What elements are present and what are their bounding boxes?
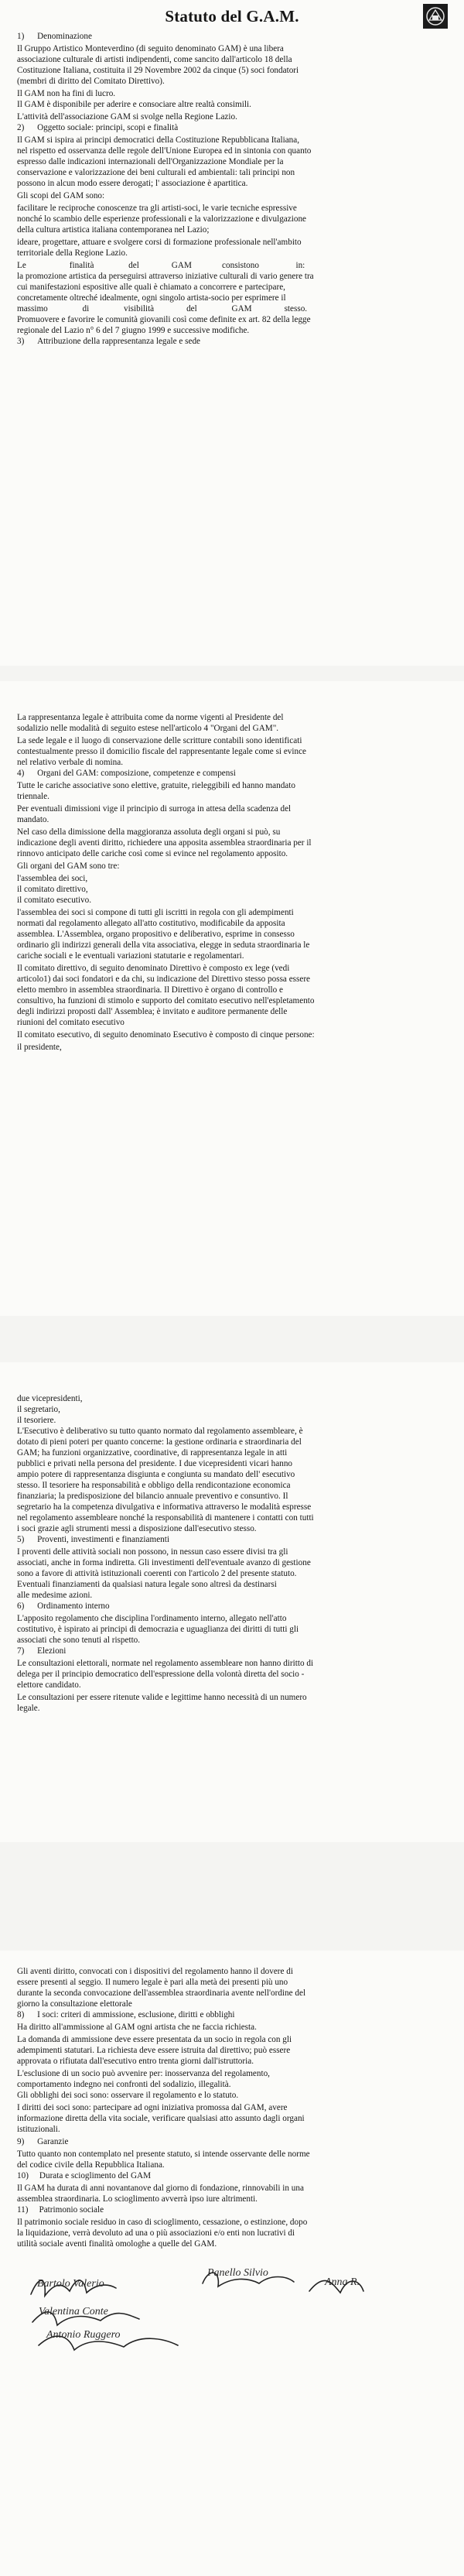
text-line: essere presenti al seggio. Il numero legale è pari alla metà dei presenti più uno	[17, 1978, 288, 1987]
signature-name-2: Panello Silvio	[207, 2267, 268, 2279]
text-line: possono in alcun modo essere derogati; l' associazione è apartitica.	[17, 179, 248, 188]
text-line: due vicepresidenti,	[17, 1394, 83, 1403]
text-line: assemblea. L'Assemblea, organo propositivo e deliberativo, esprime in consesso	[17, 930, 295, 939]
text-line: Il GAM è disponibile per aderire e consociare altre realtà consimili.	[17, 100, 251, 109]
text-line: adempimenti statutari. La richiesta deve essere istruita dal direttivo; può essere	[17, 2046, 291, 2055]
text-line: Tutte le cariche associative sono elettive, gratuite, rieleggibili ed hanno mandato	[17, 781, 295, 790]
text-line: cariche sociali e le eventuali variazioni statutarie e regolamentari.	[17, 951, 244, 961]
signature-name-4: Antonio Ruggero	[46, 2329, 121, 2341]
text-line: dotato di pieni poteri per quanto concerne: la gestione ordinaria e straordinaria del	[17, 1437, 302, 1447]
text-line: Nel caso della dimissione della maggioranza assoluta degli organi si può, su	[17, 827, 281, 837]
text-line: legale.	[17, 1704, 40, 1713]
text-line: Le consultazioni per essere ritenute valide e legittime hanno necessità di un numero	[17, 1693, 307, 1702]
text-line: associati, anche in forma indiretta. Gli investimenti dell'eventuale avanzo di gestione	[17, 1558, 311, 1567]
text-line: 3) Attribuzione della rappresentanza legale e sede	[17, 337, 201, 346]
text-line: ampio potere di rappresentanza disgiunta e congiunta su mandato dell' esecutivo	[17, 1470, 295, 1479]
text-line: Ha diritto all'ammissione al GAM ogni artista che ne faccia richiesta.	[17, 2023, 257, 2032]
text-line: associati che sono tenuti al rispetto.	[17, 1636, 141, 1645]
text-line: 7) Elezioni	[17, 1646, 67, 1656]
text-line: L'esclusione di un socio può avvenire per: inosservanza del regolamento,	[17, 2069, 270, 2078]
text-line: Il comitato direttivo, di seguito denominato Direttivo è composto ex lege (vedi	[17, 964, 290, 973]
text-line: regionale del Lazio n° 6 del 7 giugno 1999 e successive modifiche.	[17, 326, 250, 335]
document-page-2	[0, 681, 464, 1316]
text-line: eletto membro in assemblea straordinaria. Il Direttivo è organo di controllo e	[17, 985, 284, 995]
text-line: Le finalità del GAM consistono in:	[17, 261, 305, 270]
signature-name-3: Valentina Conte	[39, 2306, 108, 2317]
text-line: ideare, progettare, attuare e svolgere corsi di formazione professionale nell'ambito	[17, 238, 302, 247]
text-line: stesso. Il tesoriere ha responsabilità e obbligo della rendicontazione economica	[17, 1481, 291, 1490]
text-line: 5) Proventi, investimenti e finanziamenti	[17, 1535, 169, 1544]
text-line: degli indirizzi proposti dall' Assemblea; è invitato e auditore permanente delle	[17, 1007, 288, 1016]
text-line: 6) Ordinamento interno	[17, 1601, 110, 1611]
text-line: assemblea straordinaria. Lo scioglimento avverrà ipso iure altrimenti.	[17, 2194, 258, 2204]
text-line: alle medesime azioni.	[17, 1591, 93, 1600]
text-line: Il patrimonio sociale residuo in caso di scioglimento, cessazione, o estinzione, dopo	[17, 2218, 308, 2227]
gam-logo-icon	[422, 3, 449, 29]
text-line: i soci grazie agli strumenti messi a disposizione dall'esecutivo stesso.	[17, 1524, 257, 1533]
text-line: Eventuali finanziamenti da qualsiasi natura legale sono altresì da destinarsi	[17, 1580, 277, 1589]
text-line: Le consultazioni elettorali, normate nel regolamento assembleare non hanno diritto di	[17, 1659, 314, 1668]
text-line: ordinario gli indirizzi generali della vita associativa, elegge in seduta straordinaria le	[17, 940, 310, 950]
text-line: consultivo, ha funzioni di stimolo e supporto del comitato esecutivo nell'espletamento	[17, 996, 315, 1005]
text-line: facilitare le reciproche conoscenze tra gli artisti-soci, le varie tecniche espressive	[17, 204, 297, 213]
text-line: segretario ha la competenza divulgativa e informativa attraverso le modalità espresse	[17, 1502, 312, 1512]
signature-name-1: Bartolo Valerio	[37, 2278, 104, 2290]
text-line: 11) Patrimonio sociale	[17, 2205, 104, 2215]
text-line: La rappresentanza legale è attribuita come da norme vigenti al Presidente del	[17, 713, 284, 722]
text-line: La domanda di ammissione deve essere presentata da un socio in regola con gli	[17, 2035, 292, 2044]
text-line: Tutto quanto non contemplato nel presente statuto, si intende osservante delle norme	[17, 2150, 310, 2159]
signatures-block	[0, 2260, 464, 2570]
text-line: approvata o rifiutata dall'esecutivo entro trenta giorni dall'istruttoria.	[17, 2057, 254, 2066]
text-line: comportamento indegno nei confronti del sodalizio, illegalità.	[17, 2080, 231, 2089]
text-line: Gli aventi diritto, convocati con i dispositivi del regolamento hanno il dovere di	[17, 1967, 293, 1976]
document-page-1	[0, 0, 464, 666]
text-line: 9) Garanzie	[17, 2137, 69, 2146]
signature-name-5: Anna R.	[325, 2276, 360, 2288]
text-line: la promozione artistica da perseguirsi attraverso iniziative culturali di vario genere tra	[17, 272, 314, 281]
text-line: L'apposito regolamento che disciplina l'ordinamento interno, allegato nell'atto	[17, 1614, 287, 1623]
text-line: pubblici e privati nella persona del presidente. I due vicepresidenti vicari hanno	[17, 1459, 293, 1468]
text-line: il presidente,	[17, 1043, 62, 1052]
text-line: utilità sociale aventi finalità omologhe a quelle del GAM.	[17, 2239, 217, 2249]
text-line: 1) Denominazione	[17, 32, 92, 41]
text-line: informazione diretta della vita sociale, verificare qualsiasi atto assunto dagli organi	[17, 2114, 305, 2123]
text-line: articolo1) dai soci fondatori e da chi, su indicazione del Direttivo stesso possa essere	[17, 975, 311, 984]
text-line: finanziaria; la predisposizione del bilancio annuale preventivo e consuntivo. Il	[17, 1492, 288, 1501]
text-line: Il Gruppo Artistico Monteverdino (di seguito denominato GAM) è una libera	[17, 44, 284, 53]
text-line: espresso dalle indicazioni internazionali dell'Organizzazione Mondiale per la	[17, 157, 284, 166]
text-line: Gli organi del GAM sono tre:	[17, 862, 120, 871]
text-line: indicazione degli aventi diritto, richiedere una apposita assemblea straordinaria per il	[17, 838, 312, 848]
text-line: nel rispetto ed osservanza delle regole dell'Unione Europea ed in sintonia con quanto	[17, 146, 312, 156]
text-line: il comitato direttivo,	[17, 885, 88, 894]
text-line: del codice civile della Repubblica Italiana.	[17, 2160, 165, 2170]
text-line: rinnovo anticipato delle cariche così come si evince nel regolamento apposito.	[17, 849, 288, 858]
text-line: La sede legale e il luogo di conservazione delle scritture contabili sono identificati	[17, 736, 302, 745]
text-line: L'attività dell'associazione GAM si svolge nella Regione Lazio.	[17, 112, 237, 122]
text-line: elettore candidato.	[17, 1680, 81, 1690]
text-line: Costituzione Italiana, costituita il 29 Novembre 2002 da cinque (5) soci fondatori	[17, 66, 299, 75]
text-line: (membri di diritto del Comitato Direttivo).	[17, 77, 165, 86]
document-page-3	[0, 1362, 464, 1842]
text-line: Per eventuali dimissioni vige il principio di surroga in attesa della scadenza del	[17, 804, 292, 814]
text-line: giorno la consultazione elettorale	[17, 1999, 132, 2009]
text-line: concretamente oltreché idealmente, ogni singolo artista-socio per esprimere il	[17, 293, 286, 303]
text-line: Gli scopi del GAM sono:	[17, 191, 105, 200]
text-line: il segretario,	[17, 1405, 60, 1414]
text-line: triennale.	[17, 792, 49, 801]
document-title: Statuto del G.A.M.	[165, 7, 299, 26]
text-line: territoriale della Regione Lazio.	[17, 248, 128, 258]
text-line: contestualmente presso il domicilio fiscale del rappresentante legale come si evince	[17, 747, 307, 756]
text-line: 8) I soci: criteri di ammissione, esclusione, diritti e obblighi	[17, 2010, 235, 2019]
text-line: l'assemblea dei soci,	[17, 874, 88, 883]
text-line: l'assemblea dei soci si compone di tutti gli iscritti in regola con gli adempimenti	[17, 908, 294, 917]
text-line: sodalizio nelle modalità di seguito estese nell'articolo 4 "Organi del GAM".	[17, 724, 279, 733]
text-line: della cultura artistica italiana contemporanea nel Lazio;	[17, 225, 210, 235]
text-line: il tesoriere.	[17, 1416, 56, 1425]
text-line: associazione culturale di artisti indipendenti, come sancito dall'articolo 18 della	[17, 55, 292, 64]
text-line: massimo di visibilità del GAM stesso.	[17, 304, 308, 313]
text-line: I diritti dei soci sono: partecipare ad ogni iniziativa promossa dal GAM, avere	[17, 2103, 288, 2112]
text-line: riunioni del comitato esecutivo	[17, 1018, 125, 1027]
text-line: nel relativo verbale di nomina.	[17, 758, 123, 767]
text-line: Il GAM non ha fini di lucro.	[17, 89, 116, 98]
text-line: I proventi delle attività sociali non possono, in nessun caso essere divisi tra gli	[17, 1547, 288, 1557]
text-line: Il comitato esecutivo, di seguito denominato Esecutivo è composto di cinque persone:	[17, 1030, 315, 1040]
text-line: la liquidazione, verrà devoluto ad una o più associazioni e/o enti non lucrativi di	[17, 2228, 295, 2238]
text-line: cui manifestazioni espositive alle quali è chiamato a concorrere e partecipare,	[17, 283, 285, 292]
text-line: mandato.	[17, 815, 49, 824]
text-line: costitutivo, è ispirato ai principi di democrazia e uguaglianza dei diritti di tutti gli	[17, 1625, 299, 1634]
document-page-4	[0, 1951, 464, 2576]
text-line: GAM; ha funzioni organizzative, coordinative, di rappresentanza legale in atti	[17, 1448, 288, 1458]
text-line: Gli obblighi dei soci sono: osservare il regolamento e lo statuto.	[17, 2091, 239, 2100]
text-line: normati dal regolamento allegato all'atto costitutivo, modificabile da apposita	[17, 919, 285, 928]
text-line: Il GAM ha durata di anni novantanove dal giorno di fondazione, rinnovabili in una	[17, 2184, 304, 2193]
text-line: Il GAM si ispira ai principi democratici della Costituzione Repubblicana Italiana,	[17, 135, 300, 145]
text-line: nel regolamento assembleare nonché la responsabilità di mantenere i contatti con tutti	[17, 1513, 314, 1523]
text-line: conservazione e valorizzazione dei beni culturali ed ambientali: tali principi non	[17, 168, 295, 177]
text-line: Promuovere e favorire le comunità giovanili così come definite ex art. 82 della legge	[17, 315, 311, 324]
text-line: 2) Oggetto sociale: principi, scopi e finalità	[17, 123, 179, 132]
text-line: durante la seconda convocazione dell'assemblea straordinaria avente nell'ordine del	[17, 1989, 306, 1998]
text-line: nonché lo scambio delle esperienze professionali e la valorizzazione e divulgazione	[17, 214, 307, 224]
text-line: 10) Durata e scioglimento del GAM	[17, 2171, 152, 2180]
text-line: L'Esecutivo è deliberativo su tutto quanto normato dal regolamento assembleare, è	[17, 1427, 303, 1436]
text-line: istituzionali.	[17, 2125, 60, 2134]
text-line: il comitato esecutivo.	[17, 896, 92, 905]
text-line: 4) Organi del GAM: composizione, competenze e compensi	[17, 769, 236, 778]
text-line: sono a favore di attività istituzionali coerenti con l'articolo 2 del presente statuto.	[17, 1569, 297, 1578]
text-line: delega per il principio democratico dell'espressione della volontà diretta del socio -	[17, 1670, 305, 1679]
